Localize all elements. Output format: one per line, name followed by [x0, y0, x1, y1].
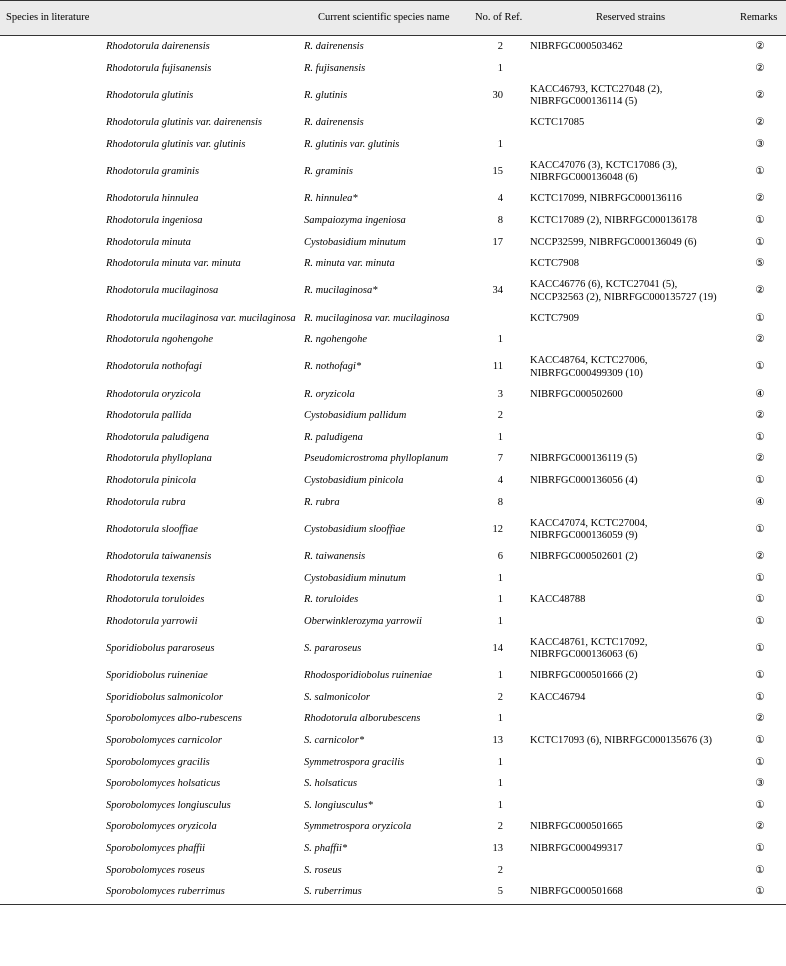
strain-cell: KCTC17085 — [530, 117, 585, 129]
current-name-cell: R. taiwanensis — [304, 550, 366, 562]
current-name-cell: S. pararoseus — [304, 642, 362, 654]
strain-cell: KACC47074, KCTC27004, — [530, 517, 648, 529]
strain-cell: KACC46793, KCTC27048 (2), — [530, 83, 663, 95]
strain-cell: NIBRFGC000499317 — [530, 842, 623, 854]
species-in-literature-cell: Rhodotorula oryzicola — [106, 388, 201, 400]
species-in-literature-cell: Sporobolomyces longiusculus — [106, 799, 231, 811]
ref-count-cell: 5 — [497, 886, 503, 898]
ref-count-cell: 1 — [497, 778, 503, 790]
strain-cell: NCCP32563 (2), NIBRFGC000135727 (19) — [530, 291, 717, 303]
strain-cell: KCTC7908 — [530, 258, 580, 270]
strain-cell: KCTC17099, NIBRFGC000136116 — [530, 193, 682, 205]
strain-cell: KACC48761, KCTC17092, — [530, 636, 648, 648]
remark-cell: ① — [755, 886, 765, 898]
remark-cell: ① — [755, 431, 765, 443]
remark-cell: ① — [755, 642, 765, 654]
strain-cell: NIBRFGC000501665 — [530, 821, 623, 833]
current-name-cell: Pseudomicrostroma phylloplanum — [304, 453, 449, 465]
current-name-cell: Cystobasidium minutum — [304, 572, 406, 584]
remark-cell: ① — [755, 312, 765, 324]
ref-count-cell: 1 — [497, 334, 503, 346]
strain-cell: NCCP32599, NIBRFGC000136049 (6) — [530, 236, 697, 248]
remark-cell: ① — [755, 756, 765, 768]
header-remarks: Remarks — [740, 12, 778, 23]
current-name-cell: S. holsaticus — [304, 778, 358, 790]
species-in-literature-cell: Sporobolomyces holsaticus — [106, 778, 221, 790]
current-name-cell: S. carnicolor* — [304, 734, 365, 746]
strain-cell: KACC46794 — [530, 691, 586, 703]
species-in-literature-cell: Rhodotorula pallida — [106, 410, 192, 422]
current-name-cell: R. glutinis var. glutinis — [304, 138, 400, 150]
species-in-literature-cell: Sporobolomyces phaffii — [106, 842, 206, 854]
remark-cell: ② — [755, 334, 765, 346]
ref-count-cell: 4 — [497, 474, 503, 486]
current-name-cell: R. minuta var. minuta — [304, 258, 395, 270]
species-in-literature-cell: Rhodotorula pinicola — [106, 474, 197, 486]
current-name-cell: Sampaiozyma ingeniosa — [304, 214, 406, 226]
remark-cell: ① — [755, 361, 765, 373]
table-header — [0, 0, 786, 36]
species-in-literature-cell: Rhodotorula fujisanensis — [106, 62, 212, 74]
current-name-cell: R. mucilaginosa* — [304, 285, 378, 297]
species-in-literature-cell: Rhodotorula yarrowii — [106, 615, 198, 627]
remark-cell: ② — [755, 410, 765, 422]
strain-cell: NIBRFGC000136114 (5) — [530, 96, 638, 108]
ref-count-cell: 14 — [492, 642, 503, 654]
strain-cell: KACC48788 — [530, 594, 586, 606]
current-name-cell: Cystobasidium pinicola — [304, 474, 404, 486]
species-in-literature-cell: Rhodotorula mucilaginosa — [106, 285, 219, 297]
ref-count-cell: 34 — [492, 285, 503, 297]
strain-cell: KCTC7909 — [530, 312, 580, 324]
ref-count-cell: 30 — [492, 90, 503, 102]
ref-count-cell: 1 — [497, 431, 503, 443]
header-reserved-strains: Reserved strains — [596, 12, 666, 23]
header-current-name: Current scientific species name — [318, 12, 450, 23]
remark-cell: ② — [755, 193, 765, 205]
current-name-cell: S. salmonicolor — [304, 691, 370, 703]
remark-cell: ⑤ — [755, 258, 765, 270]
current-name-cell: S. ruberrimus — [304, 886, 362, 898]
current-name-cell: Symmetrospora oryzicola — [304, 821, 412, 833]
species-in-literature-cell: Sporidiobolus salmonicolor — [106, 691, 223, 703]
species-in-literature-cell: Rhodotorula hinnulea — [106, 193, 199, 205]
remark-cell: ① — [755, 523, 765, 535]
current-name-cell: R. dairenensis — [304, 41, 364, 53]
ref-count-cell: 2 — [497, 864, 503, 876]
strain-cell: KCTC17093 (6), NIBRFGC000135676 (3) — [530, 734, 713, 746]
ref-count-cell: 2 — [497, 821, 503, 833]
strain-cell: NIBRFGC000503462 — [530, 41, 623, 53]
species-in-literature-cell: Rhodotorula nothofagi — [106, 361, 202, 373]
remark-cell: ① — [755, 670, 765, 682]
current-name-cell: R. glutinis — [304, 90, 348, 102]
species-in-literature-cell: Rhodotorula glutinis var. glutinis — [106, 138, 246, 150]
species-in-literature-cell: Sporobolomyces roseus — [106, 864, 205, 876]
ref-count-cell: 1 — [497, 594, 503, 606]
strain-cell: NIBRFGC000136059 (9) — [530, 529, 638, 541]
ref-count-cell: 1 — [497, 713, 503, 725]
strain-cell: KACC46776 (6), KCTC27041 (5), — [530, 279, 678, 291]
remark-cell: ① — [755, 864, 765, 876]
strain-cell: KACC48764, KCTC27006, — [530, 355, 648, 367]
ref-count-cell: 1 — [497, 615, 503, 627]
current-name-cell: Rhodosporidiobolus ruineniae — [304, 670, 433, 682]
current-name-cell: R. oryzicola — [304, 388, 355, 400]
ref-count-cell: 6 — [497, 550, 503, 562]
strain-cell: NIBRFGC000501666 (2) — [530, 670, 638, 682]
current-name-cell: R. graminis — [304, 166, 354, 178]
species-in-literature-cell: Sporobolomyces albo-rubescens — [106, 713, 242, 725]
ref-count-cell: 1 — [497, 62, 503, 74]
ref-count-cell: 1 — [497, 670, 503, 682]
species-in-literature-cell: Rhodotorula minuta — [106, 236, 191, 248]
species-in-literature-cell: Rhodotorula mucilaginosa var. mucilaginosa — [106, 312, 296, 324]
strain-cell: NIBRFGC000499309 (10) — [530, 367, 643, 379]
strain-cell: KACC47076 (3), KCTC17086 (3), — [530, 159, 678, 171]
ref-count-cell: 15 — [492, 166, 503, 178]
remark-cell: ① — [755, 799, 765, 811]
ref-count-cell: 12 — [492, 523, 503, 535]
ref-count-cell: 17 — [492, 236, 503, 248]
ref-count-cell: 2 — [497, 691, 503, 703]
header-no-of-ref: No. of Ref. — [475, 12, 523, 23]
strain-cell: NIBRFGC000502601 (2) — [530, 550, 638, 562]
species-in-literature-cell: Rhodotorula glutinis var. dairenensis — [106, 117, 262, 129]
remark-cell: ① — [755, 734, 765, 746]
current-name-cell: S. roseus — [304, 864, 342, 876]
current-name-cell: R. hinnulea* — [304, 193, 358, 205]
remark-cell: ① — [755, 615, 765, 627]
current-name-cell: R. rubra — [304, 496, 340, 508]
species-in-literature-cell: Rhodotorula paludigena — [106, 431, 209, 443]
current-name-cell: R. ngohengohe — [304, 334, 367, 346]
species-in-literature-cell: Sporidiobolus pararoseus — [106, 642, 215, 654]
species-in-literature-cell: Sporobolomyces oryzicola — [106, 821, 217, 833]
ref-count-cell: 8 — [497, 496, 503, 508]
ref-count-cell: 4 — [497, 193, 503, 205]
current-name-cell: Oberwinklerozyma yarrowii — [304, 615, 422, 627]
strain-cell: NIBRFGC000136056 (4) — [530, 474, 638, 486]
species-in-literature-cell: Sporobolomyces ruberrimus — [106, 886, 225, 898]
remark-cell: ② — [755, 90, 765, 102]
strain-cell: NIBRFGC000136048 (6) — [530, 172, 638, 184]
species-in-literature-cell: Rhodotorula ingeniosa — [106, 214, 203, 226]
current-name-cell: R. paludigena — [304, 431, 363, 443]
remark-cell: ① — [755, 236, 765, 248]
remark-cell: ② — [755, 62, 765, 74]
species-in-literature-cell: Rhodotorula phylloplana — [106, 453, 212, 465]
ref-count-cell: 3 — [497, 388, 503, 400]
ref-count-cell: 13 — [492, 734, 503, 746]
ref-count-cell: 7 — [497, 453, 503, 465]
remark-cell: ② — [755, 41, 765, 53]
current-name-cell: Cystobasidium pallidum — [304, 410, 407, 422]
current-name-cell: S. longiusculus* — [304, 799, 373, 811]
remark-cell: ① — [755, 572, 765, 584]
current-name-cell: R. nothofagi* — [304, 361, 362, 373]
strain-cell: NIBRFGC000501668 — [530, 886, 623, 898]
remark-cell: ① — [755, 594, 765, 606]
remark-cell: ② — [755, 285, 765, 297]
species-in-literature-cell: Rhodotorula slooffiae — [106, 523, 198, 535]
strain-cell: NIBRFGC000502600 — [530, 388, 623, 400]
species-in-literature-cell: Rhodotorula taiwanensis — [106, 550, 212, 562]
remark-cell: ④ — [755, 388, 765, 400]
remark-cell: ① — [755, 691, 765, 703]
ref-count-cell: 2 — [497, 410, 503, 422]
species-in-literature-cell: Sporidiobolus ruineniae — [106, 670, 208, 682]
remark-cell: ④ — [755, 496, 765, 508]
current-name-cell: R. toruloides — [304, 594, 359, 606]
table-bottom-rule — [0, 904, 786, 905]
current-name-cell: R. dairenensis — [304, 117, 364, 129]
current-name-cell: S. phaffii* — [304, 842, 348, 854]
strain-cell: KCTC17089 (2), NIBRFGC000136178 — [530, 214, 698, 226]
remark-cell: ① — [755, 474, 765, 486]
species-in-literature-cell: Sporobolomyces gracilis — [106, 756, 210, 768]
remark-cell: ③ — [755, 778, 765, 790]
strain-cell: NIBRFGC000136119 (5) — [530, 453, 638, 465]
remark-cell: ② — [755, 117, 765, 129]
species-in-literature-cell: Rhodotorula minuta var. minuta — [106, 258, 241, 270]
ref-count-cell: 8 — [497, 214, 503, 226]
header-species-in-literature: Species in literature — [6, 12, 90, 23]
remark-cell: ② — [755, 821, 765, 833]
remark-cell: ① — [755, 842, 765, 854]
current-name-cell: Rhodotorula alborubescens — [304, 713, 421, 725]
species-in-literature-cell: Rhodotorula graminis — [106, 166, 200, 178]
remark-cell: ① — [755, 214, 765, 226]
ref-count-cell: 1 — [497, 138, 503, 150]
current-name-cell: Cystobasidium slooffiae — [304, 523, 406, 535]
species-in-literature-cell: Rhodotorula rubra — [106, 496, 186, 508]
ref-count-cell: 13 — [492, 842, 503, 854]
current-name-cell: R. mucilaginosa var. mucilaginosa — [304, 312, 450, 324]
remark-cell: ② — [755, 713, 765, 725]
species-in-literature-cell: Rhodotorula dairenensis — [106, 41, 210, 53]
species-in-literature-cell: Rhodotorula texensis — [106, 572, 195, 584]
strain-cell: NIBRFGC000136063 (6) — [530, 649, 638, 661]
remark-cell: ① — [755, 166, 765, 178]
current-name-cell: Symmetrospora gracilis — [304, 756, 405, 768]
ref-count-cell: 1 — [497, 572, 503, 584]
remark-cell: ② — [755, 453, 765, 465]
ref-count-cell: 11 — [492, 361, 503, 373]
species-in-literature-cell: Rhodotorula glutinis — [106, 90, 194, 102]
remark-cell: ③ — [755, 138, 765, 150]
current-name-cell: Cystobasidium minutum — [304, 236, 406, 248]
ref-count-cell: 1 — [497, 756, 503, 768]
remark-cell: ② — [755, 550, 765, 562]
species-in-literature-cell: Rhodotorula toruloides — [106, 594, 205, 606]
current-name-cell: R. fujisanensis — [304, 62, 366, 74]
ref-count-cell: 1 — [497, 799, 503, 811]
species-in-literature-cell: Sporobolomyces carnicolor — [106, 734, 222, 746]
species-in-literature-cell: Rhodotorula ngohengohe — [106, 334, 214, 346]
ref-count-cell: 2 — [497, 41, 503, 53]
